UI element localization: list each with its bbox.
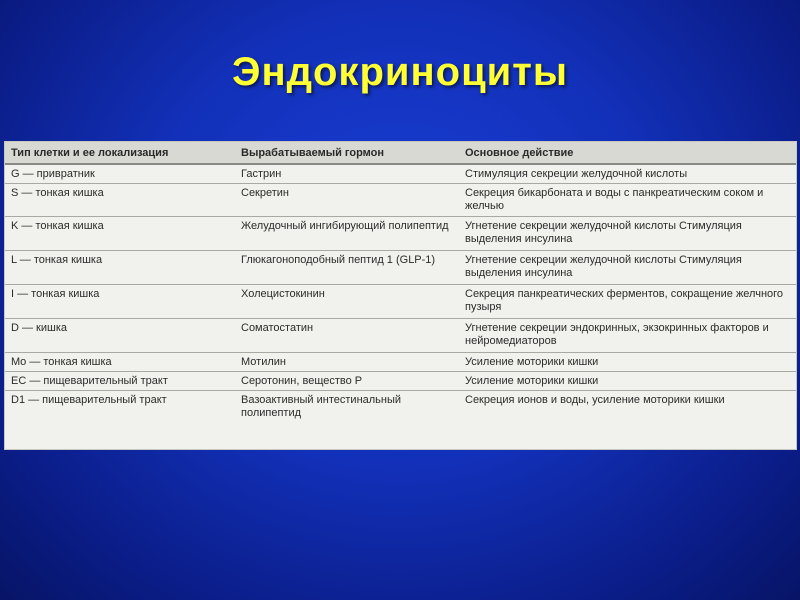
table-row	[5, 217, 796, 251]
cell-type: L — тонкая кишка	[5, 251, 235, 285]
action: Секреция панкреатических ферментов, сокращение желчного пузыря	[459, 285, 796, 319]
table-row	[5, 319, 796, 353]
column-header-cell-type: Тип клетки и ее локализация	[5, 142, 235, 164]
slide-title: Эндокриноциты	[231, 50, 568, 94]
action: Усиление моторики кишки	[459, 372, 796, 391]
endocrine-cells-table	[4, 141, 797, 450]
hormone: Соматостатин	[235, 319, 459, 353]
table	[5, 142, 796, 423]
table-row	[5, 391, 796, 424]
hormone: Серотонин, вещество P	[235, 372, 459, 391]
hormone: Мотилин	[235, 353, 459, 372]
action: Угнетение секреции эндокринных, экзокринных факторов и нейромедиаторов	[459, 319, 796, 353]
table-row	[5, 372, 796, 391]
table-row	[5, 164, 796, 184]
cell-type: Mo — тонкая кишка	[5, 353, 235, 372]
cell-type: D1 — пищеварительный тракт	[11, 394, 167, 406]
column-header-action: Основное действие	[459, 142, 796, 164]
action: Угнетение секреции желудочной кислоты Стимуляция выделения инсулина	[459, 251, 796, 285]
hormone: Гастрин	[235, 164, 459, 184]
table-header-row	[5, 142, 796, 164]
hormone: Желудочный ингибирующий полипептид	[235, 217, 459, 251]
hormone: Секретин	[235, 184, 459, 217]
cell-type: G — привратник	[5, 164, 235, 184]
action: Усиление моторики кишки	[459, 353, 796, 372]
hormone: Холецистокинин	[235, 285, 459, 319]
table-row	[5, 184, 796, 217]
action: Угнетение секреции желудочной кислоты Стимуляция выделения инсулина	[459, 217, 796, 251]
cell-type: D — кишка	[5, 319, 235, 353]
table-row	[5, 353, 796, 372]
action: Секреция ионов и воды, усиление моторики кишки	[465, 394, 725, 406]
cell-type: S — тонкая кишка	[5, 184, 235, 217]
action: Секреция бикарбоната и воды с панкреатическим соком и желчью	[459, 184, 796, 217]
table-row	[5, 251, 796, 285]
cell-type: EC — пищеварительный тракт	[5, 372, 235, 391]
hormone: Вазоактивный интестинальный полипептид	[241, 394, 402, 419]
column-header-hormone: Вырабатываемый гормон	[235, 142, 459, 164]
action: Стимуляция секреции желудочной кислоты	[459, 164, 796, 184]
cell-type: K — тонкая кишка	[5, 217, 235, 251]
cell-type: I — тонкая кишка	[5, 285, 235, 319]
table-row	[5, 285, 796, 319]
hormone: Глюкагоноподобный пептид 1 (GLP-1)	[235, 251, 459, 285]
